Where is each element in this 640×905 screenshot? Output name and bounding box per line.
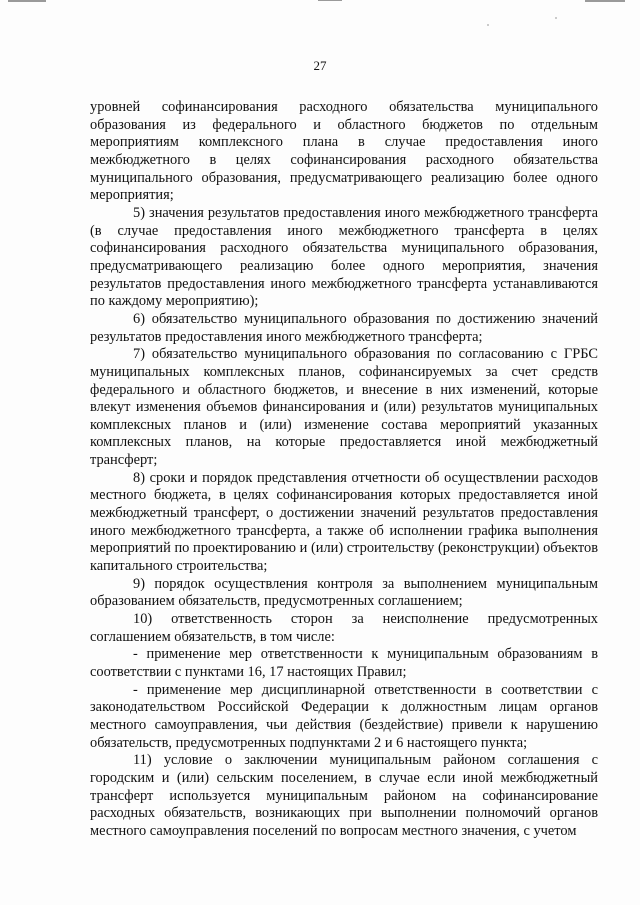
paragraph-subitem-dash-2: - применение мер дисциплинарной ответственности в соответствии с законодательством Российской Федерации к должностным лицам органов местного самоуправления, чьи действия (бездействие) привели к нарушению обязательств, предусмотренных подпунктами 2 и 6 настоящего пункта; — [90, 681, 598, 751]
scan-artifact-line — [8, 0, 46, 2]
paragraph-item-10: 10) ответственность сторон за неисполнение предусмотренных соглашением обязательств, в том числе: — [90, 611, 598, 645]
scan-speck — [555, 17, 557, 19]
page-number: 27 — [313, 58, 327, 73]
paragraph-subitem-dash-1: - применение мер ответственности к муниципальным образованиям в соответствии с пунктами 16, 17 настоящих Правил; — [90, 646, 598, 680]
paragraph-item-11: 11) условие о заключении муниципальным районом соглашения с городским и (или) сельским поселением, в случае если иной межбюджетный трансферт используется муниципальным районом на софинансирование расходных обязательств, возникающих при выполнении полномочий органов местного самоуправления поселений по вопросам местного значения, с учетом — [90, 752, 598, 839]
scan-speck — [487, 24, 489, 26]
document-body — [90, 99, 598, 841]
paragraph-item-5: 5) значения результатов предоставления иного межбюджетного трансферта (в случае предоставления иного межбюджетного трансферта в целях софинансирования расходного обязательства муниципального образования, предусматривающего реализацию более одного мероприятия, значения результатов предоставления иного межбюджетного трансферта устанавливаются по каждому мероприятию); — [90, 204, 598, 310]
paragraph-item-6: 6) обязательство муниципального образования по достижению значений результатов предоставления иного межбюджетного трансферта; — [90, 310, 598, 345]
paragraph-item-8: 8) сроки и порядок представления отчетности об осуществлении расходов местного бюджета, в целях софинансирования которых предоставляется иной межбюджетный трансферт, о достижении значений результатов предоставления иного межбюджетного трансферта, а также об исполнении графика выполнения мероприятий по проектированию и (или) строительству (реконструкции) объектов капитального строительства; — [90, 469, 598, 575]
paragraph-continuation: уровней софинансирования расходного обязательства муниципального образования из федерального и областного бюджетов по отдельным мероприятиям комплексного плана в случае предоставления иного межбюджетного в целях софинансирования расходного обязательства муниципального образования, предусматривающего реализацию более одного мероприятия; — [90, 99, 598, 204]
scan-artifact-line — [318, 0, 342, 1]
paragraph-item-7: 7) обязательство муниципального образования по согласованию с ГРБС муниципальных комплексных планов, софинансируемых за счет средств федерального и областного бюджетов, и внесение в них изменений, которые влекут изменения объемов финансирования и (или) результатов муниципальных комплексных планов и (или) изменение состава мероприятий указанных комплексных планов, на которые предоставляется иной межбюджетный трансферт; — [90, 346, 598, 469]
paragraph-item-9: 9) порядок осуществления контроля за выполнением муниципальным образованием обязательств, предусмотренных соглашением; — [90, 575, 598, 610]
scan-artifact-line — [585, 0, 625, 2]
